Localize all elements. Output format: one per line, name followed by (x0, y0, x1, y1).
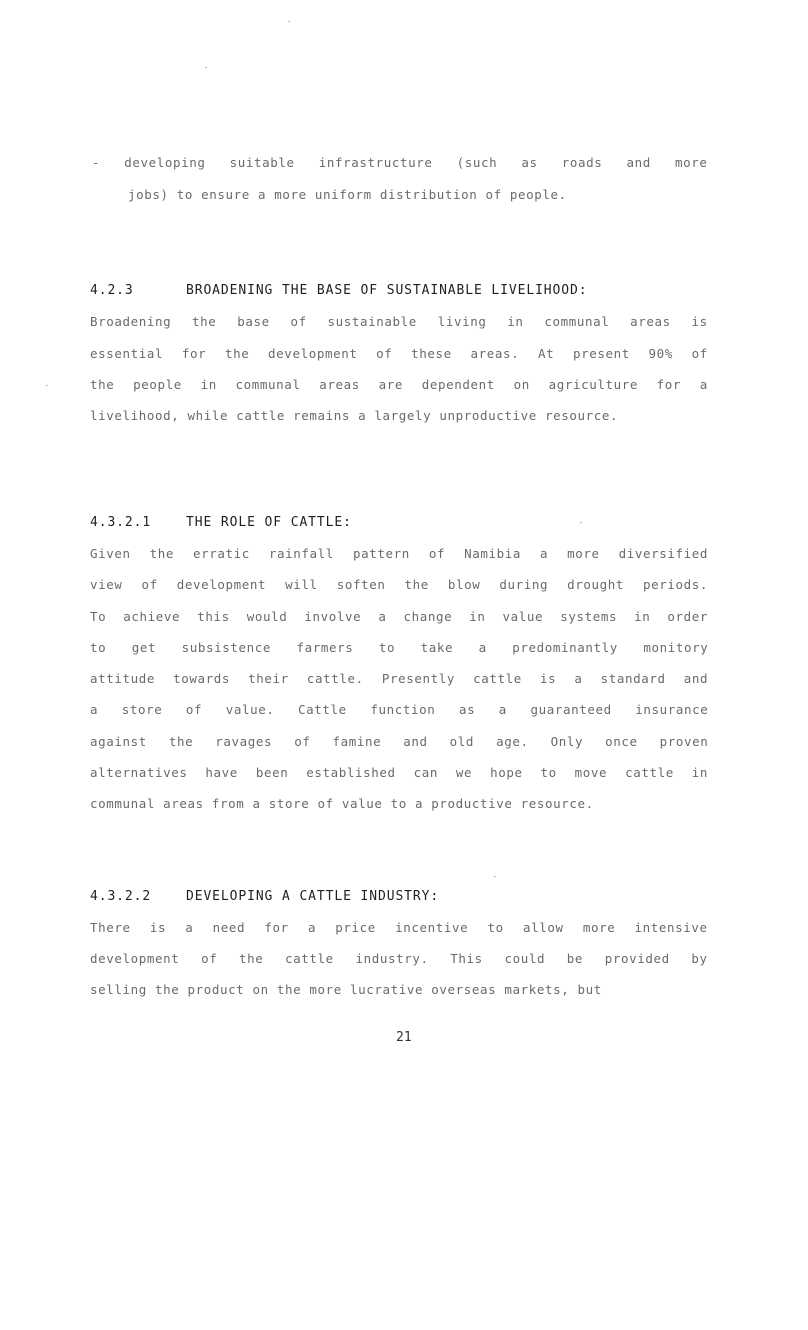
scan-speck (205, 67, 207, 68)
section-heading-4-2-3 (90, 283, 587, 298)
section-number: 4.3.2.2 (90, 889, 152, 904)
paragraph-line: alternatives have been established can we hope to move cattle in (90, 765, 709, 780)
section-title: THE ROLE OF CATTLE: (186, 515, 352, 530)
section-heading-4-3-2-1 (90, 515, 352, 530)
section-heading-4-3-2-2 (90, 889, 439, 904)
section-title: BROADENING THE BASE OF SUSTAINABLE LIVELIHOOD: (186, 283, 588, 298)
section-number: 4.3.2.1 (90, 515, 152, 530)
paragraph-line: Given the erratic rainfall pattern of Namibia a more diversified (90, 546, 709, 561)
paragraph-line: communal areas from a store of value to a productive resource. (90, 796, 594, 811)
scan-speck (46, 385, 48, 386)
paragraph-line: There is a need for a price incentive to allow more intensive (90, 920, 708, 935)
paragraph-line: essential for the development of these areas. At present 90% of (90, 346, 708, 361)
scan-speck (288, 21, 290, 22)
paragraph-line: livelihood, while cattle remains a largely unproductive resource. (90, 408, 619, 423)
paragraph-line: against the ravages of famine and old age. Only once proven (90, 734, 709, 749)
paragraph-line: development of the cattle industry. This could be provided by (90, 951, 708, 966)
bullet-line-2: jobs) to ensure a more uniform distribution of people. (128, 187, 567, 202)
paragraph-line: to get subsistence farmers to take a predominantly monitory (90, 640, 709, 655)
paragraph-line: attitude towards their cattle. Presently cattle is a standard and (90, 671, 709, 686)
scan-speck (580, 522, 582, 523)
scan-speck (494, 876, 496, 877)
paragraph-line: selling the product on the more lucrative overseas markets, but (90, 982, 602, 997)
bullet-line-1: - developing suitable infrastructure (such as roads and more (92, 155, 708, 170)
paragraph-line: the people in communal areas are dependent on agriculture for a (90, 377, 708, 392)
page-number: 21 (396, 1030, 412, 1045)
section-number: 4.2.3 (90, 283, 134, 298)
paragraph-line: a store of value. Cattle function as a guaranteed insurance (90, 702, 709, 717)
paragraph-line: Broadening the base of sustainable living in communal areas is (90, 314, 708, 329)
section-title: DEVELOPING A CATTLE INDUSTRY: (186, 889, 440, 904)
paragraph-line: To achieve this would involve a change in value systems in order (90, 609, 709, 624)
paragraph-line: view of development will soften the blow during drought periods. (90, 577, 709, 592)
